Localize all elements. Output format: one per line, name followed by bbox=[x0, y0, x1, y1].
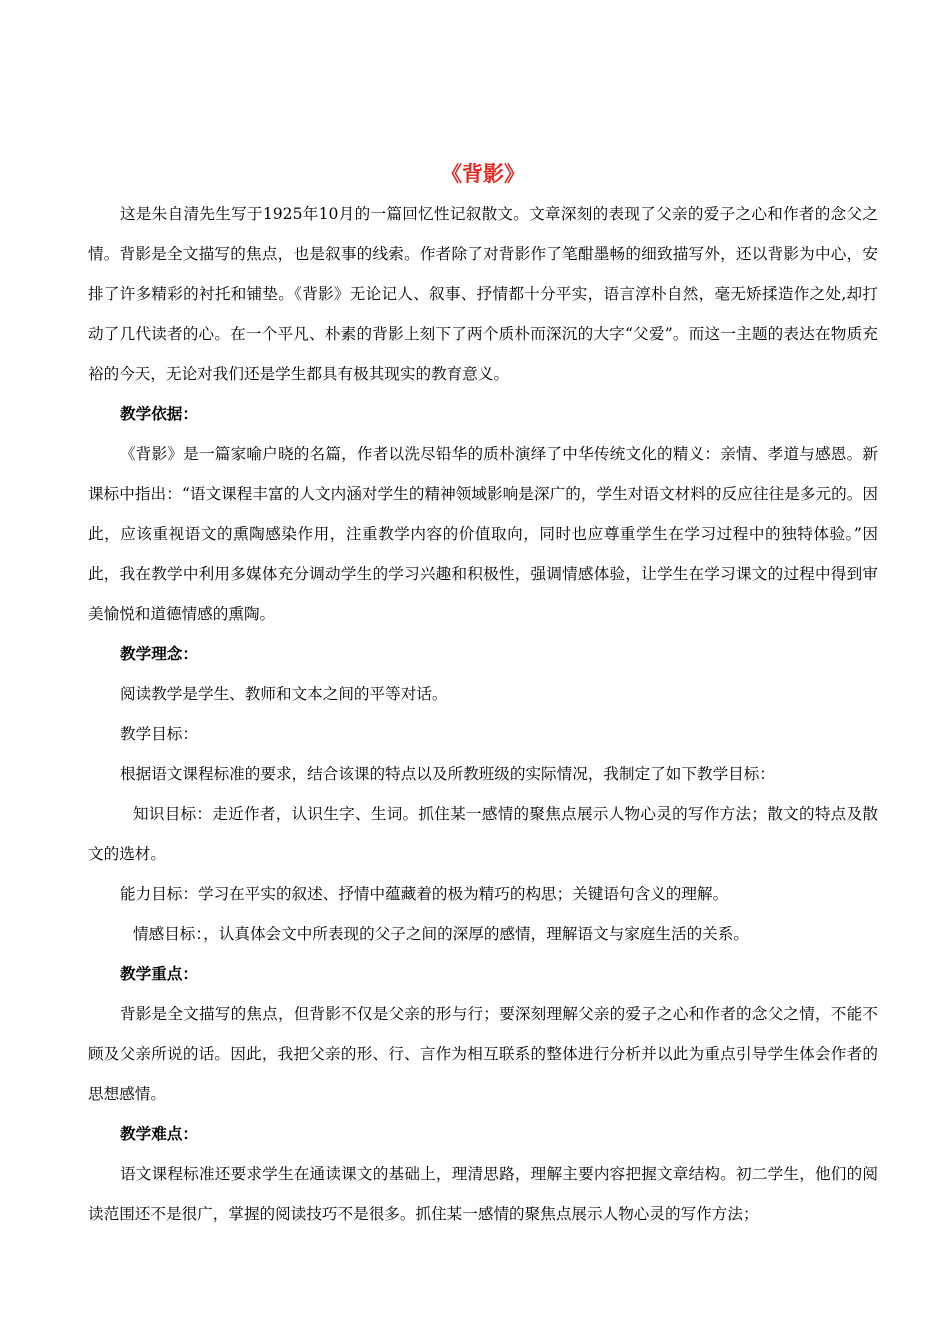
ability-goal: 能力目标：学习在平实的叙述、抒情中蕴藏着的极为精巧的构思；关键语句含义的理解。 bbox=[120, 885, 729, 903]
document-page bbox=[88, 156, 878, 1234]
intro-paragraph: 这是朱自清先生写于1925年10月的一篇回忆性记叙散文。文章深刻的表现了父亲的爱子之心和作者的念父之情。背影是全文描写的焦点，也是叙事的线索。作者除了对背影作了笔酣墨畅的细致描写外，还以背影为中心，安排了许多精彩的衬托和铺垫。《背影》无论记人、叙事、抒情都十分平实，语言淳朴自然，毫无矫揉造作之处,却打动了几代读者的心。在一个平凡、朴素的背影上刻下了两个质朴而深沉的大字“父爱”。而这一主题的表达在物质充裕的今天，无论对我们还是学生都具有极其现实的教育意义。 bbox=[88, 205, 878, 383]
teaching-goals-heading: 教学目标： bbox=[120, 725, 198, 743]
teaching-basis-paragraph: 《背影》是一篇家喻户晓的名篇，作者以洗尽铅华的质朴演绎了中华传统文化的精义：亲情、孝道与感恩。新课标中指出：“语文课程丰富的人文内涵对学生的精神领域影响是深广的，学生对语文材料的反应往往是多元的。因此，应该重视语文的熏陶感染作用，注重教学内容的价值取向，同时也应尊重学生在学习过程中的独特体验。”因此，我在教学中利用多媒体充分调动学生的学习兴趣和积极性，强调情感体验，让学生在学习课文的过程中得到审美愉悦和道德情感的熏陶。 bbox=[88, 445, 878, 623]
key-points-heading: 教学重点： bbox=[120, 964, 198, 983]
difficulties-paragraph: 语文课程标准还要求学生在通读课文的基础上，理清思路，理解主要内容把握文章结构。初二学生，他们的阅读范围还不是很广，掌握的阅读技巧不是很多。抓住某一感情的聚焦点展示人物心灵的写作方法； bbox=[88, 1165, 878, 1223]
difficulties-heading: 教学难点： bbox=[120, 1124, 198, 1143]
knowledge-goal: 知识目标：走近作者，认识生字、生词。抓住某一感情的聚焦点展示人物心灵的写作方法；散文的特点及散文的选材。 bbox=[88, 805, 878, 863]
teaching-concept-paragraph: 阅读教学是学生、教师和文本之间的平等对话。 bbox=[120, 685, 448, 703]
teaching-goals-intro: 根据语文课程标准的要求，结合该课的特点以及所教班级的实际情况，我制定了如下教学目标： bbox=[120, 765, 775, 783]
teaching-basis-heading: 教学依据： bbox=[120, 404, 198, 423]
emotion-goal: 情感目标：，认真体会文中所表现的父子之间的深厚的感情，理解语文与家庭生活的关系。 bbox=[133, 925, 749, 943]
key-points-paragraph: 背影是全文描写的焦点，但背影不仅是父亲的形与行；要深刻理解父亲的爱子之心和作者的念父之情，不能不顾及父亲所说的话。因此，我把父亲的形、行、言作为相互联系的整体进行分析并以此为重点引导学生体会作者的思想感情。 bbox=[88, 1005, 878, 1103]
document-title: 《背影》 bbox=[441, 161, 525, 186]
teaching-concept-heading: 教学理念： bbox=[120, 644, 198, 663]
